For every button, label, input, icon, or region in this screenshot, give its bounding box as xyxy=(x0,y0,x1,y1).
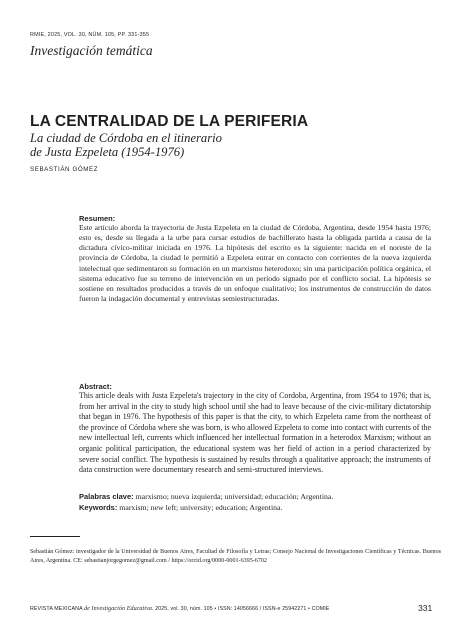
footnote-divider xyxy=(30,536,80,537)
abstract-text: This article deals with Justa Ezpeleta's trajectory in the city of Cordoba, Argentina, from 1954 to 1976; that is, from her arrival in the city to study high school until she had to leave because of the civic-military dictatorship that began in 1976. The hypothesis of this paper is that the city, to which Ezpeleta came from the northeast of the province of Córdoba where she was born, is who allowed Ezpeleta to come into contact with currents of the new intellectual left, currents which influenced her intellectual formation in a heterodox Marxism; without an organic political participation, the educational system was her field of action in a period characterized by severe social conflict. The hypothesis is sustained by results through a qualitative approach; the instruments of data construction were documentary research and semi-structured interviews. xyxy=(79,391,431,475)
resumen-text: Este artículo aborda la trayectoria de Justa Ezpeleta en la ciudad de Córdoba, Argentina, desde 1954 hasta 1976; esto es, desde su llegada a la urbe para cursar estudios de bachillerato hasta la obligada partida a causa de la dictadura cívico-militar iniciada en 1976. La hipótesis del escrito es la siguiente: nacida en el noreste de la provincia de Córdoba, la ciudad le permitió a Ezpeleta entrar en contacto con corrientes de la nueva izquierda intelectual que sedimentaron su formación en un marxismo heterodoxo; sin una participación política orgánica, el sistema educativo fue su terreno de intervención en un período signado por el conflicto social. La hipótesis se sostiene en resultados producidos a través de un enfoque cualitativo; los instrumentos de construcción de datos fueron la indagación documental y entrevistas semiestructuradas. xyxy=(79,223,431,304)
footer-journal-italic: de Investigación Educativa. xyxy=(84,606,154,612)
keywords-es xyxy=(79,491,431,502)
resumen-heading: Resumen: xyxy=(79,214,116,223)
keywords-es-label: Palabras clave: xyxy=(79,492,134,501)
article-title: LA CENTRALIDAD DE LA PERIFERIA xyxy=(30,113,309,130)
keywords-es-text: marxismo; nueva izquierda; universidad; educación; Argentina. xyxy=(135,492,334,501)
footer-journal-details: 2025, vol. 30, núm. 105 • ISSN: 14056666 / ISSN-e 25942271 • COMIE xyxy=(155,606,330,612)
keywords-section xyxy=(79,491,431,513)
resumen-section xyxy=(79,214,431,304)
author-name: SEBASTIÁN GÓMEZ xyxy=(30,166,99,173)
keywords-en xyxy=(79,502,431,513)
keywords-en-label: Keywords: xyxy=(79,503,118,512)
footer-journal-name: REVISTA MEXICANA xyxy=(30,606,83,612)
journal-footer xyxy=(30,606,329,612)
section-label: Investigación temática xyxy=(30,43,153,58)
journal-meta: RMIE, 2025, VOL. 30, NÚM. 105, PP. 331-355 xyxy=(30,32,150,38)
abstract-section xyxy=(79,382,431,476)
page-number: 331 xyxy=(418,603,433,613)
keywords-en-text: marxism; new left; university; education; Argentina. xyxy=(119,503,283,512)
subtitle-line-1: La ciudad de Córdoba en el itinerario xyxy=(30,131,222,145)
article-subtitle xyxy=(30,131,330,159)
abstract-heading: Abstract: xyxy=(79,382,112,391)
author-footnote: Sebastián Gómez: investigador de la Universidad de Buenos Aires, Facultad de Filosofía y Letras; Consejo Nacional de Investigaciones Científicas y Técnicas. Buenos Aires, Argentina. CE: sebastianjorgegomez@gmail.com / https://orcid.org/0000-0001-6395-6702 xyxy=(30,549,441,565)
subtitle-line-2: de Justa Ezpeleta (1954-1976) xyxy=(30,145,185,159)
